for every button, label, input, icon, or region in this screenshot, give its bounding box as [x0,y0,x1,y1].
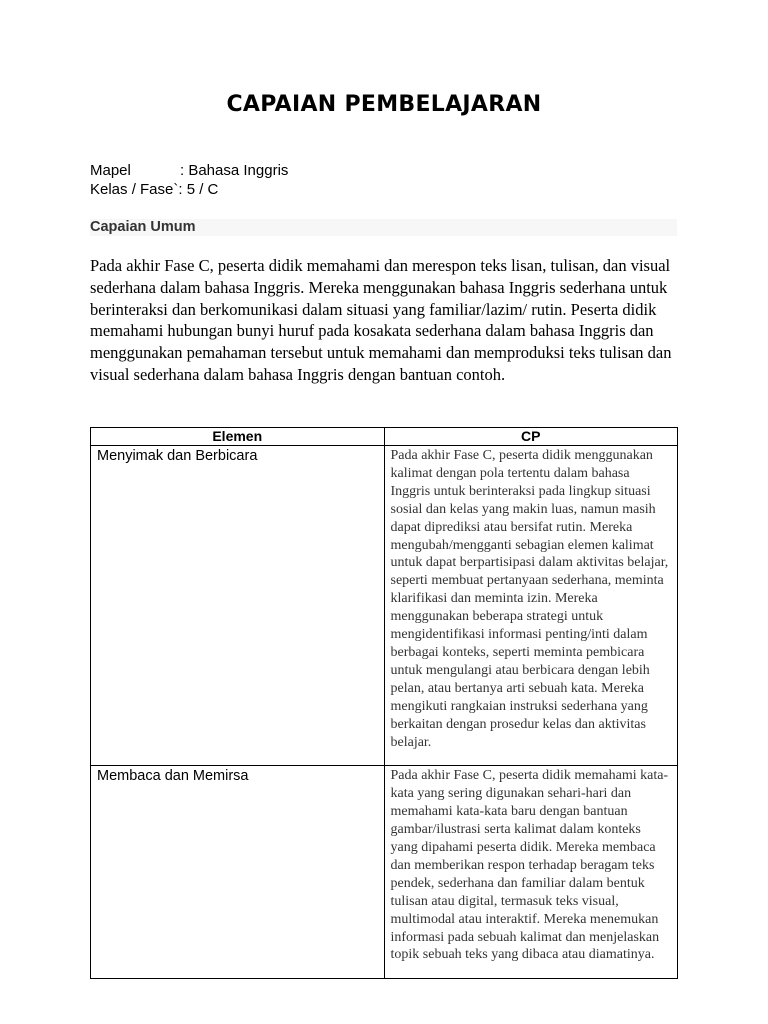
elemen-cell: Membaca dan Memirsa [91,766,385,979]
table-header-row [91,428,678,446]
section-heading: Capaian Umum [90,219,677,236]
cp-cell: Pada akhir Fase C, peserta didik memahami kata-kata yang sering digunakan sehari-hari dan memahami kata-kata baru dengan bantuan gambar/ilustrasi serta kalimat dalam konteks yang dipahami peserta didik. Mereka membaca dan memberikan respon terhadap beragam teks pendek, sederhana dan familiar dalam bentuk tulisan atau digital, termasuk teks visual, multimodal atau interaktif. Mereka menemukan informasi pada sebuah kalimat dan menjelaskan topik sebuah teks yang dibaca atau diamatinya. [384,766,678,979]
cp-table [90,427,678,979]
table-row [91,446,678,766]
mapel-row [90,161,288,180]
cp-cell: Pada akhir Fase C, peserta didik menggunakan kalimat dengan pola tertentu dalam bahasa Inggris untuk berinteraksi pada lingkup situasi sosial dan kelas yang makin luas, namun masih dapat diprediksi atau bersifat rutin. Mereka mengubah/mengganti sebagian elemen kalimat untuk dapat berpartisipasi dalam aktivitas belajar, seperti membuat pertanyaan sederhana, meminta klarifikasi dan meminta izin. Mereka menggunakan beberapa strategi untuk mengidentifikasi informasi penting/inti dalam berbagai konteks, seperti meminta pembicara untuk mengulangi atau berbicara dengan lebih pelan, atau bertanya arti sebuah kata. Mereka mengikuti rangkaian instruksi sederhana yang berkaitan dengan prosedur kelas dan aktivitas belajar. [384,446,678,766]
header-cp: CP [384,428,678,446]
mapel-label: Mapel [90,162,131,179]
mapel-value: : Bahasa Inggris [180,162,289,179]
table-row [91,766,678,979]
kelas-value: : 5 / C [178,181,219,198]
intro-paragraph: Pada akhir Fase C, peserta didik memahami dan merespon teks lisan, tulisan, dan visual sederhana dalam bahasa Inggris. Mereka menggunakan bahasa Inggris sederhana untuk berinteraksi dan berkomunikasi dalam situasi yang familiar/lazim/ rutin. Peserta didik memahami hubungan bunyi huruf pada kosakata sederhana dalam bahasa Inggris dan menggunakan pemahaman tersebut untuk memahami dan memproduksi teks tulisan dan visual sederhana dalam bahasa Inggris dengan bantuan contoh. [90,256,672,384]
kelas-label: Kelas / Fase` [90,181,179,198]
kelas-row [90,180,288,199]
header-elemen: Elemen [91,428,385,446]
document-meta [90,161,288,199]
elemen-cell: Menyimak dan Berbicara [91,446,385,766]
page-title: CAPAIAN PEMBELAJARAN [226,92,542,117]
